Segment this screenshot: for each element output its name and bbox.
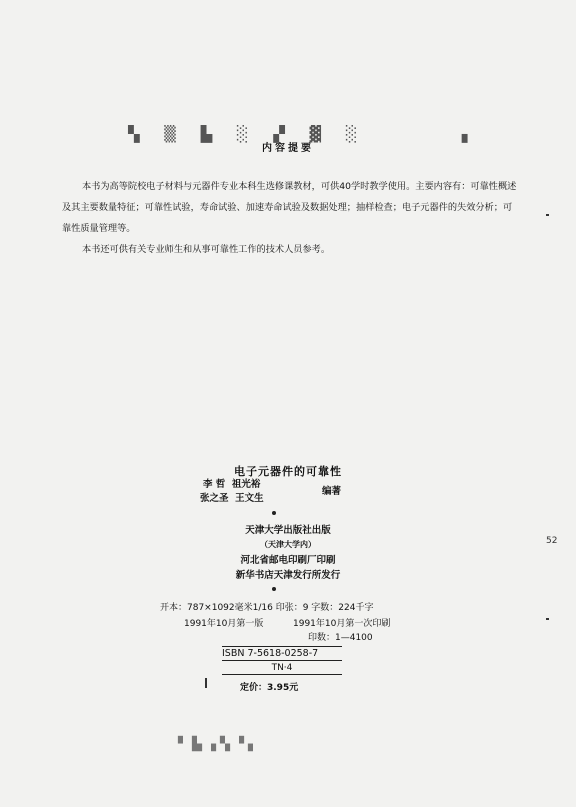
scan-speck bbox=[205, 678, 207, 688]
separator-dot bbox=[272, 511, 276, 515]
summary-paragraph-2: 本书还可供有关专业师生和从事可靠性工作的技术人员参考。 bbox=[82, 244, 331, 255]
bleed-through-marks: ▚ ▒ ▙ ░ ▞ ▓ ░ ▗ bbox=[128, 125, 478, 143]
summary-heading: 内容提要 bbox=[262, 143, 314, 154]
separator-dot bbox=[272, 587, 276, 591]
scan-speck bbox=[546, 214, 549, 216]
summary-paragraph-1: 本书为高等院校电子材料与元器件专业本科生选修课教材，可供40学时教学使用。主要内容有：可靠性概述及其主要数量特征；可靠性试验，寿命试验、加速寿命试验及数据处理；抽样检查；电子元器件的失效分析；可靠性质量管理等。 bbox=[62, 181, 517, 234]
price: 定价：3.95元 bbox=[240, 683, 299, 693]
margin-mark: 52 bbox=[546, 536, 558, 546]
authors-line-1: 李 哲 祖光裕 bbox=[203, 479, 261, 490]
authors-line-2: 张之圣 王文生 bbox=[200, 493, 264, 504]
print-run: 印数：1—4100 bbox=[308, 633, 373, 643]
edition: 1991年10月第一版 bbox=[184, 619, 264, 629]
publisher-address: （天津大学内） bbox=[260, 540, 316, 549]
library-stamp: ▘▙▗▚▝▖ bbox=[178, 737, 262, 752]
summary-text bbox=[62, 176, 517, 260]
authors-block bbox=[200, 478, 342, 506]
book-title: 电子元器件的可靠性 bbox=[234, 465, 342, 478]
class-number: TN·4 bbox=[222, 663, 342, 675]
printer: 河北省邮电印刷厂印刷 bbox=[240, 555, 336, 566]
printing: 1991年10月第一次印刷 bbox=[293, 619, 391, 629]
author-role: 编著 bbox=[322, 486, 342, 497]
format-line: 开本：787×1092毫米1/16 印张：9 字数：224千字 bbox=[160, 603, 374, 613]
isbn: ISBN 7-5618-0258-7 bbox=[222, 646, 342, 661]
publisher: 天津大学出版社出版 bbox=[245, 525, 331, 536]
distributor: 新华书店天津发行所发行 bbox=[235, 570, 341, 581]
scan-speck bbox=[546, 618, 549, 620]
